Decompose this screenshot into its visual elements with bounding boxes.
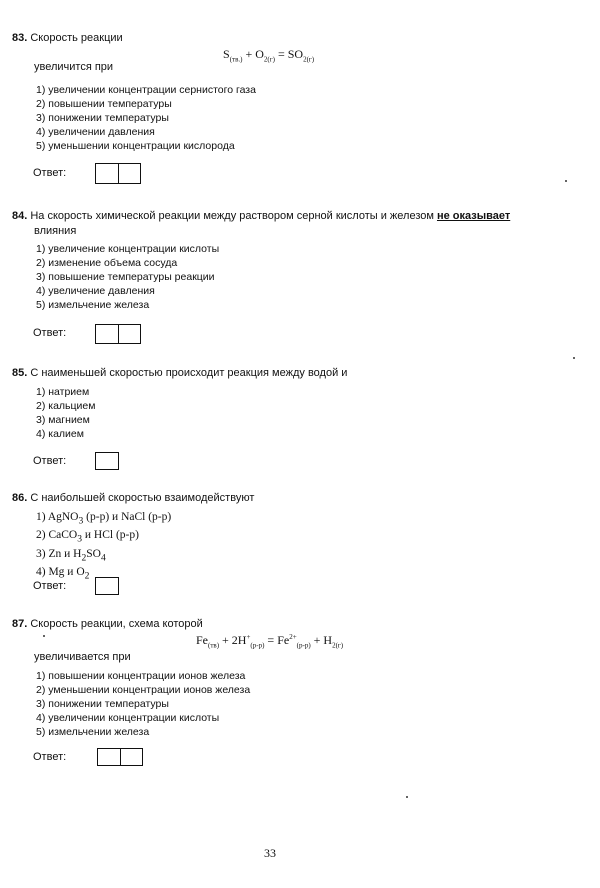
option-2: 2) изменение объема сосуда [36,257,178,269]
options-list-84 [36,242,219,312]
option-5: 5) измельчении железа [36,726,150,738]
option-1: 1) повышении концентрации ионов железа [36,670,246,682]
option-1: 1) увеличении концентрации сернистого газа [36,84,256,96]
options-list-85 [36,385,95,441]
option-3: 3) понижении температуры [36,698,169,710]
answer-label-84: Ответ: [33,327,67,339]
option-4: 4) калием [36,428,84,440]
answer-box-85[interactable] [95,452,119,470]
option-3: 3) повышение температуры реакции [36,271,215,283]
reaction-equation-87: $Fe_{(тв)} + 2H^+_{(р-р)} = Fe^{2+}_{(р-р)} + H_{2(г)}$ [196,633,344,650]
option-2: 2) кальцием [36,400,96,412]
scan-speck [406,796,408,798]
answer-cell-1[interactable] [96,453,118,469]
answer-cell-2[interactable] [120,749,143,765]
option-4: 4) увеличении концентрации кислоты [36,712,220,724]
option-1: 1) натрием [36,386,90,398]
answer-box-87[interactable] [97,748,143,766]
option-3: 3) понижении температуры [36,112,169,124]
scan-speck [43,635,45,637]
question-text: Скорость реакции [30,32,123,44]
question-text-continued: влияния [34,225,77,237]
option-2: 2) уменьшении концентрации ионов железа [36,684,251,696]
answer-cell-1[interactable] [98,749,120,765]
option-1: 1) увеличение концентрации кислоты [36,243,220,255]
options-list-83 [36,83,256,153]
question-85-header [12,368,347,379]
question-text: С наименьшей скоростью происходит реакция между водой и [30,367,348,379]
answer-cell-2[interactable] [118,325,141,343]
answer-box-83[interactable] [95,163,141,184]
option-3: 3) Zn и $H_2SO_4$ [36,547,106,563]
option-2: 2) CaCO$_3$ и HCl (р-р) [36,529,139,545]
option-5: 5) измельчение железа [36,299,150,311]
question-text-continued: увеличивается при [34,651,131,663]
question-87-header [12,619,203,630]
answer-box-86[interactable] [95,577,119,595]
answer-cell-1[interactable] [96,164,118,183]
options-list-87 [36,669,250,739]
option-4: 4) увеличение давления [36,285,155,297]
question-number: 86. [12,492,28,504]
answer-cell-1[interactable] [96,578,118,594]
question-text: Скорость реакции, схема которой [30,618,203,630]
option-3: 3) магнием [36,414,90,426]
answer-cell-1[interactable] [96,325,118,343]
reaction-equation-83: $S_{(тв.)} + O_{2(г)} = SO_{2(г)}$ [223,47,315,64]
option-4: 4) Mg и $O_2$ [36,565,90,582]
question-text: На скорость химической реакции между раствором серной кислоты и железом [30,210,434,222]
scan-speck [573,357,575,359]
answer-box-84[interactable] [95,324,141,344]
answer-label-87: Ответ: [33,751,67,763]
option-5: 5) уменьшении концентрации кислорода [36,140,235,152]
option-4: 4) увеличении давления [36,126,155,138]
question-number: 87. [12,618,28,630]
question-text: С наибольшей скоростью взаимодействуют [30,492,255,504]
question-text-continued: увеличится при [34,61,114,73]
answer-cell-2[interactable] [118,164,141,183]
scan-speck [565,180,567,182]
emphasis-not: не оказывает [436,210,511,222]
option-2: 2) повышении температуры [36,98,172,110]
options-list-86 [36,510,171,583]
question-86-header [12,493,254,504]
question-number: 85. [12,367,28,379]
question-number: 84. [12,210,28,222]
question-number: 83. [12,32,28,44]
question-84-header [12,211,510,222]
answer-label-85: Ответ: [33,455,67,467]
question-83-header [12,33,123,44]
page-number: 33 [264,846,276,860]
option-1: 1) AgNO$_3$ (р-р) и NaCl (р-р) [36,511,172,527]
answer-label-86: Ответ: [33,580,67,592]
answer-label-83: Ответ: [33,167,67,179]
